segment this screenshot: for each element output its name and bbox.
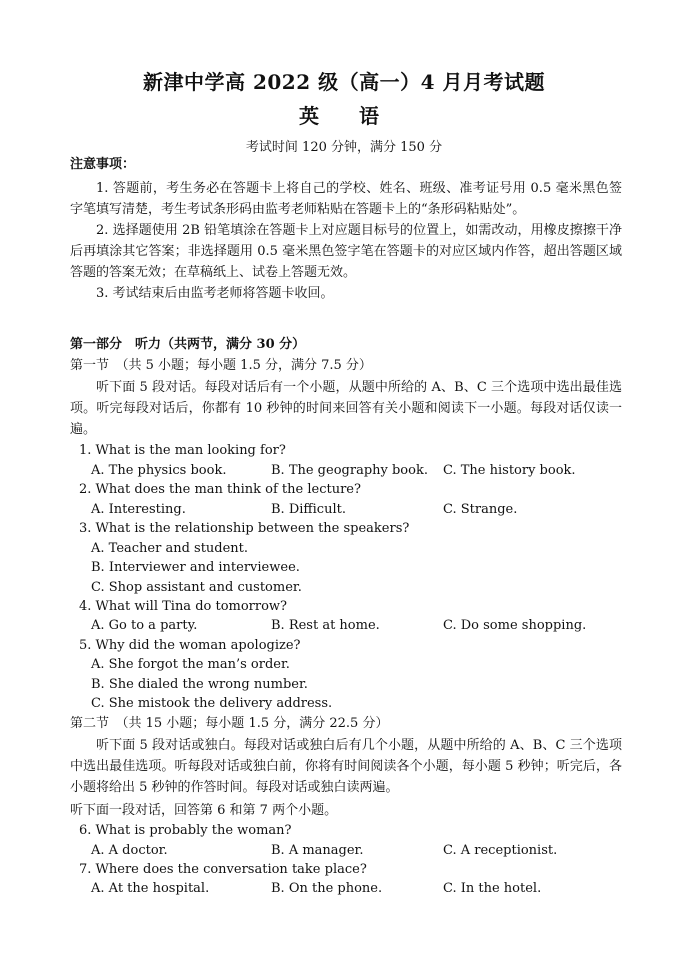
question-5: 5. Why did the woman apologize?	[79, 638, 301, 653]
notice-item: 2. 选择题使用 2B 铅笔填涂在答题卡上对应题目标号的位置上，如需改动，用橡皮擦擦干净后再填涂其它答案；非选择题用 0.5 毫米黑色签字笔在答题卡的对应区域内作答，超出答题区域答题的答案无效；在草稿纸上、试卷上答题无效。	[70, 223, 622, 280]
option-c: C. Do some shopping.	[443, 618, 587, 633]
option-a: A. Go to a party.	[91, 618, 198, 633]
option-c: C. Shop assistant and customer.	[91, 580, 302, 595]
notice-item: 1. 答题前，考生务必在答题卡上将自己的学校、姓名、班级、准考证号用 0.5 毫米黑色签字笔填写清楚，考生考试条形码由监考老师粘贴在答题卡上的“条形码粘贴处”。	[70, 181, 622, 217]
question-4: 4. What will Tina do tomorrow?	[79, 599, 288, 614]
option-c: C. In the hotel.	[443, 881, 542, 896]
notice-heading: 注意事项：	[70, 157, 136, 172]
option-a: A. Teacher and student.	[91, 541, 249, 556]
option-a: A. At the hospital.	[91, 881, 210, 896]
section2-lead: 听下面一段对话，回答第 6 和第 7 两个小题。	[70, 803, 338, 818]
option-c: C. A receptionist.	[443, 843, 558, 858]
option-a: A. She forgot the man’s order.	[91, 657, 290, 672]
option-c: C. She mistook the delivery address.	[91, 696, 333, 711]
option-b: B. Rest at home.	[271, 618, 380, 633]
question-2: 2. What does the man think of the lecture?	[79, 482, 361, 497]
option-a: A. The physics book.	[91, 463, 227, 478]
exam-time-note: 考试时间 120 分钟，满分 150 分	[245, 140, 443, 155]
option-b: B. The geography book.	[271, 463, 428, 478]
question-7: 7. Where does the conversation take place?	[79, 862, 367, 877]
option-b: B. She dialed the wrong number.	[91, 677, 308, 692]
notice-item: 3. 考试结束后由监考老师将答题卡收回。	[96, 286, 334, 301]
notice-list	[70, 178, 622, 304]
question-6: 6. What is probably the woman?	[79, 823, 292, 838]
section2-heading: 第二节 （共 15 小题；每小题 1.5 分，满分 22.5 分）	[70, 716, 389, 731]
option-b: B. Difficult.	[271, 502, 346, 517]
section1-instructions-wrap	[70, 377, 622, 440]
option-a: A. Interesting.	[91, 502, 186, 517]
section1-instructions: 听下面 5 段对话。每段对话后有一个小题，从题中所给的 A、B、C 三个选项中选出最佳选项。听完每段对话后，你都有 10 秒钟的时间来回答有关小题和阅读下一小题。每段对话仅读一遍。	[70, 380, 622, 437]
option-b: B. A manager.	[271, 843, 364, 858]
question-3: 3. What is the relationship between the speakers?	[79, 521, 410, 536]
option-b: B. On the phone.	[271, 881, 383, 896]
section1-heading: 第一节 （共 5 小题；每小题 1.5 分，满分 7.5 分）	[70, 358, 372, 373]
exam-title: 新津中学高 2022 级（高一）4 月月考试题	[143, 70, 545, 94]
option-a: A. A doctor.	[91, 843, 168, 858]
section2-instructions-wrap	[70, 735, 622, 798]
option-c: C. The history book.	[443, 463, 576, 478]
section2-instructions: 听下面 5 段对话或独白。每段对话或独白后有几个小题，从题中所给的 A、B、C 三个选项中选出最佳选项。听每段对话或独白前，你将有时间阅读各个小题，每小题 5 秒钟；听完后，各小题将给出 5 秒钟的作答时间。每段对话或独白读两遍。	[70, 738, 622, 795]
option-c: C. Strange.	[443, 502, 518, 517]
question-1: 1. What is the man looking for?	[79, 443, 286, 458]
part1-heading: 第一部分 听力（共两节，满分 30 分）	[70, 337, 306, 352]
exam-subject: 英 语	[299, 104, 389, 128]
option-b: B. Interviewer and interviewee.	[91, 560, 300, 575]
